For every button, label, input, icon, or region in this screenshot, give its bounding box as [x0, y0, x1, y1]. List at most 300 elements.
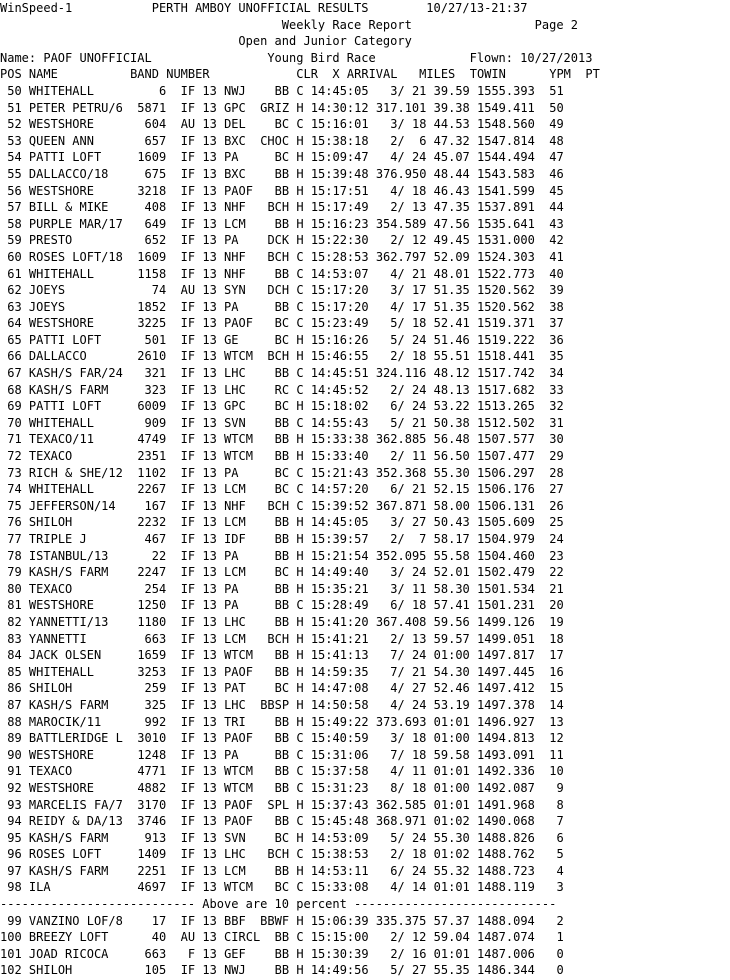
cell-club: LCM	[224, 863, 246, 878]
cell-y1: IF	[180, 648, 196, 663]
cell-arr: 14:53:09	[310, 830, 369, 845]
cell-pt: 22	[549, 565, 564, 580]
cell-x: H	[296, 432, 304, 447]
cell-band: 167	[144, 498, 167, 513]
cell-x: H	[296, 681, 304, 696]
cell-clr: SPL	[267, 797, 290, 812]
cell-towin: 58.30	[433, 581, 470, 596]
cell-pos: 91	[7, 764, 22, 779]
cell-pos: 87	[7, 697, 22, 712]
cell-band: 467	[144, 532, 167, 546]
cell-pt: 26	[549, 498, 564, 513]
cell-pos: 66	[7, 349, 22, 364]
cell-name: WHITEHALL	[28, 664, 94, 679]
cell-arr: 15:22:30	[310, 233, 369, 248]
cell-band: 604	[144, 117, 167, 132]
cell-pos: 98	[7, 880, 22, 895]
cell-band: 2251	[137, 863, 167, 878]
cell-arr: 14:55:43	[310, 415, 369, 430]
cell-pos: 96	[7, 847, 22, 862]
cell-pos: 97	[7, 863, 22, 878]
table-row	[0, 879, 730, 896]
cell-arr: 15:31:06	[310, 747, 369, 762]
cell-arr: 15:31:23	[310, 780, 369, 795]
cell-club: SVN	[224, 415, 246, 430]
cell-arr: 15:21:43	[310, 465, 369, 480]
cell-y1: IF	[180, 332, 196, 347]
cell-miles: 2/ 11	[390, 449, 427, 464]
cell-y2: 13	[202, 498, 217, 513]
cell-club: PA	[224, 548, 239, 563]
cell-pt: 51	[549, 83, 564, 98]
cell-name: ISTANBUL/13	[28, 548, 109, 563]
cell-x: C	[296, 747, 304, 762]
cell-x: H	[296, 631, 304, 646]
cell-pt: 3	[556, 880, 564, 895]
cell-pos: 68	[7, 382, 22, 397]
cell-club: NHF	[224, 200, 246, 215]
cell-clr: BB	[274, 614, 290, 629]
cell-towin: 49.45	[433, 233, 470, 248]
cell-club: PA	[224, 150, 239, 165]
cell-band: 325	[144, 697, 167, 712]
cell-x: C	[296, 283, 304, 298]
cell-miles: 3/ 27	[390, 515, 427, 530]
cell-miles: 6/ 18	[390, 598, 427, 613]
cell-pos: 86	[7, 681, 22, 696]
table-row	[0, 531, 730, 548]
cell-ypm: 1549.411	[476, 100, 535, 115]
cell-ypm: 1512.502	[477, 415, 535, 430]
cell-clr: BC	[274, 482, 290, 497]
cell-name: WHITEHALL	[28, 482, 94, 497]
cell-pt: 42	[549, 233, 564, 248]
cell-band: 321	[144, 366, 167, 381]
column-headers	[0, 66, 730, 83]
cell-band: 1409	[137, 847, 167, 862]
header-line-2	[0, 17, 730, 34]
cell-y2: 13	[202, 133, 217, 148]
cell-arr: 14:50:58	[310, 697, 369, 712]
cell-clr: DCH	[267, 283, 290, 298]
table-row	[0, 348, 730, 365]
cell-towin: 55.30	[433, 465, 470, 480]
cell-miles: 317.101	[375, 100, 427, 115]
cell-towin: 59.56	[433, 614, 470, 629]
cell-club: PAOF	[224, 316, 253, 331]
cell-clr: BB	[274, 664, 290, 679]
cell-club: LHC	[224, 614, 246, 629]
cell-towin: 46.43	[433, 183, 470, 198]
cell-name: ROSES LOFT/18	[28, 249, 123, 264]
cell-name: SHILOH	[28, 515, 73, 530]
cell-pt: 34	[549, 366, 564, 381]
cell-club: CIRCL	[224, 930, 261, 945]
cell-pt: 1	[556, 930, 564, 945]
cell-band: 501	[144, 332, 167, 347]
cell-ypm: 1547.814	[477, 133, 535, 148]
cell-arr: 15:16:23	[310, 216, 369, 231]
cell-towin: 51.35	[433, 283, 470, 298]
cell-x: C	[296, 780, 304, 795]
cell-clr: BB	[274, 83, 290, 98]
cell-miles: 352.368	[375, 465, 427, 480]
cell-towin: 01:01	[433, 797, 470, 812]
cell-x: H	[296, 133, 304, 148]
cell-y1: IF	[180, 233, 196, 248]
cell-towin: 39.38	[433, 100, 470, 115]
cell-clr: BB	[274, 548, 290, 563]
cell-clr: BB	[274, 780, 290, 795]
table-row	[0, 913, 730, 930]
cell-towin: 50.43	[433, 515, 470, 530]
cell-name: JOEYS	[28, 299, 66, 314]
cell-name: PATTI LOFT	[28, 332, 102, 347]
cell-y2: 13	[202, 714, 217, 729]
table-row	[0, 846, 730, 863]
cell-arr: 15:17:49	[310, 200, 369, 215]
cell-x: H	[296, 183, 304, 198]
cell-x: H	[296, 233, 304, 248]
table-row	[0, 581, 730, 598]
cell-arr: 15:41:13	[310, 648, 369, 663]
cell-pt: 50	[549, 100, 564, 115]
cell-pos: 83	[7, 631, 22, 646]
cell-club: LCM	[224, 565, 246, 580]
cell-pos: 94	[7, 814, 22, 829]
cell-y2: 13	[202, 747, 217, 762]
report-subtitle: Weekly Race Report	[281, 17, 412, 32]
cell-clr: BBSP	[260, 697, 290, 712]
cell-club: PAOF	[224, 814, 253, 829]
cell-name: TEXACO	[28, 764, 73, 779]
table-row	[0, 597, 730, 614]
table-row	[0, 448, 730, 465]
cell-band: 1102	[137, 465, 167, 480]
col-pos: POS	[0, 67, 22, 82]
cell-clr: CHOC	[260, 133, 290, 148]
table-row	[0, 863, 730, 880]
cell-pt: 19	[549, 614, 564, 629]
cell-y1: IF	[180, 100, 196, 115]
page-number: Page 2	[534, 17, 578, 32]
cell-y2: 13	[202, 382, 217, 397]
table-row	[0, 730, 730, 747]
table-row	[0, 697, 730, 714]
cell-pos: 93	[7, 797, 22, 812]
cell-ypm: 1488.762	[477, 847, 535, 862]
cell-pos: 57	[7, 200, 22, 215]
cell-y2: 13	[202, 863, 217, 878]
cell-miles: 5/ 27	[390, 963, 427, 978]
cell-ypm: 1504.979	[477, 532, 535, 546]
cell-clr: BCH	[267, 349, 290, 364]
cell-y2: 13	[202, 648, 217, 663]
cell-y1: IF	[180, 880, 196, 895]
table-row	[0, 299, 730, 316]
divider-text: Above are 10 percent	[202, 897, 347, 912]
cell-miles: 5/ 24	[390, 830, 427, 845]
cell-band: 4882	[137, 780, 167, 795]
cell-club: SVN	[224, 830, 246, 845]
cell-y2: 13	[202, 316, 217, 331]
cell-arr: 15:45:48	[310, 814, 369, 829]
report-title: PERTH AMBOY UNOFFICIAL RESULTS	[151, 1, 369, 15]
cell-club: NHF	[224, 498, 246, 513]
cell-x: C	[296, 415, 304, 430]
cell-towin: 55.32	[433, 863, 470, 878]
table-row	[0, 266, 730, 283]
cell-y2: 13	[202, 764, 217, 779]
cell-y1: AU	[180, 930, 196, 945]
cell-clr: BC	[274, 117, 290, 132]
cell-towin: 54.30	[433, 664, 470, 679]
cell-y2: 13	[202, 299, 217, 314]
cell-y1: IF	[180, 714, 196, 729]
cell-towin: 53.19	[433, 697, 470, 712]
cell-name: WESTSHORE	[28, 316, 94, 331]
cell-arr: 14:49:40	[310, 565, 369, 580]
cell-pt: 40	[549, 266, 564, 281]
table-row	[0, 83, 730, 100]
cell-x: H	[296, 797, 304, 812]
cell-arr: 14:49:56	[310, 963, 369, 978]
cell-miles: 4/ 21	[390, 266, 427, 281]
cell-y2: 13	[202, 266, 217, 281]
cell-y1: IF	[180, 299, 196, 314]
cell-miles: 376.950	[375, 166, 427, 181]
cell-ypm: 1490.068	[476, 814, 535, 829]
cell-arr: 15:38:53	[310, 847, 369, 862]
cell-y1: IF	[180, 200, 196, 215]
cell-clr: BB	[274, 166, 290, 181]
cell-club: LHC	[224, 697, 246, 712]
cell-y1: IF	[180, 532, 196, 546]
cell-x: H	[296, 515, 304, 530]
table-row	[0, 946, 730, 963]
cell-clr: BB	[274, 946, 290, 961]
cell-band: 3170	[137, 797, 167, 812]
cell-band: 6009	[137, 399, 167, 414]
cell-miles: 367.408	[375, 614, 427, 629]
cell-name: DALLACCO/18	[28, 166, 109, 181]
cell-arr: 15:39:52	[310, 498, 369, 513]
cell-x: C	[296, 316, 304, 331]
cell-ypm: 1499.126	[477, 614, 535, 629]
cell-clr: BB	[274, 963, 290, 978]
cell-towin: 58.17	[433, 532, 470, 546]
cell-clr: BB	[274, 747, 290, 762]
cell-name: KASH/S FARM	[28, 830, 109, 845]
cell-y1: IF	[180, 266, 196, 281]
cell-arr: 15:17:20	[310, 299, 369, 314]
cell-name: WHITEHALL	[28, 83, 94, 98]
cell-ypm: 1497.412	[477, 681, 535, 696]
cell-club: LHC	[224, 847, 246, 862]
cell-x: C	[296, 498, 304, 513]
cell-pos: 71	[7, 432, 22, 447]
cell-x: C	[296, 299, 304, 314]
cell-miles: 2/ 13	[390, 200, 427, 215]
cell-ypm: 1548.560	[477, 117, 535, 132]
cell-pt: 21	[549, 581, 564, 596]
table-row	[0, 647, 730, 664]
table-row	[0, 431, 730, 448]
cell-arr: 14:30:12	[310, 100, 369, 115]
cell-miles: 352.095	[375, 548, 427, 563]
cell-ypm: 1535.641	[477, 216, 535, 231]
cell-miles: 4/ 18	[390, 183, 427, 198]
cell-ypm: 1507.577	[477, 432, 535, 447]
cell-pt: 4	[556, 863, 564, 878]
cell-name: RICH & SHE/12	[28, 465, 123, 480]
cell-pt: 41	[549, 249, 564, 264]
cell-towin: 01:02	[433, 814, 470, 829]
cell-miles: 7/ 24	[390, 648, 427, 663]
cell-y2: 13	[202, 150, 217, 165]
cell-clr: BCH	[267, 847, 290, 862]
cell-name: KASH/S FAR/24	[28, 366, 123, 381]
col-arrival: ARRIVAL	[346, 67, 398, 82]
cell-band: 3218	[137, 183, 167, 198]
cell-club: WTCM	[224, 764, 253, 779]
table-row	[0, 249, 730, 266]
cell-ypm: 1497.817	[477, 648, 535, 663]
cell-y2: 13	[202, 216, 217, 231]
cell-pos: 52	[7, 117, 22, 132]
cell-name: PATTI LOFT	[28, 399, 102, 414]
cell-band: 1609	[137, 150, 167, 165]
cell-x: C	[296, 814, 304, 829]
cell-x: C	[296, 764, 304, 779]
cell-pos: 59	[7, 233, 22, 248]
cell-ypm: 1501.231	[477, 598, 535, 613]
cell-ypm: 1488.094	[476, 913, 535, 928]
cell-name: WESTSHORE	[28, 183, 94, 198]
cell-x: C	[296, 847, 304, 862]
cell-y1: IF	[180, 482, 196, 497]
cell-name: TEXACO	[28, 449, 73, 464]
cell-y1: IF	[180, 764, 196, 779]
table-row	[0, 929, 730, 946]
cell-ypm: 1486.344	[477, 963, 535, 978]
cell-pos: 69	[7, 399, 22, 414]
cell-y2: 13	[202, 117, 217, 132]
cell-arr: 15:23:49	[310, 316, 369, 331]
cell-y1: IF	[180, 399, 196, 414]
cell-miles: 6/ 21	[390, 482, 427, 497]
table-row	[0, 216, 730, 233]
cell-arr: 15:16:01	[310, 117, 369, 132]
cell-pt: 16	[549, 664, 564, 679]
cell-pt: 20	[549, 598, 564, 613]
col-towin: TOWIN	[469, 67, 506, 82]
cell-arr: 15:09:47	[310, 150, 369, 165]
cell-y1: AU	[180, 117, 196, 132]
col-miles: MILES	[419, 67, 456, 82]
cell-clr: BB	[274, 366, 290, 381]
cell-pos: 78	[7, 548, 22, 563]
cell-club: PA	[224, 233, 239, 248]
cell-miles: 362.885	[375, 432, 427, 447]
cell-arr: 15:41:20	[310, 614, 369, 629]
cell-arr: 15:49:22	[310, 714, 369, 729]
cell-pt: 6	[556, 830, 564, 845]
cell-clr: BB	[274, 449, 290, 464]
cell-towin: 01:01	[433, 946, 470, 961]
cell-band: 5871	[137, 100, 167, 115]
cell-y2: 13	[202, 233, 217, 248]
cell-y1: IF	[180, 664, 196, 679]
table-row	[0, 183, 730, 200]
cell-x: H	[296, 648, 304, 663]
cell-band: 992	[144, 714, 167, 729]
cell-pt: 28	[549, 465, 564, 480]
cell-y1: IF	[180, 183, 196, 198]
cell-towin: 44.53	[433, 117, 470, 132]
cell-band: 22	[151, 548, 167, 563]
table-row	[0, 465, 730, 482]
cell-ypm: 1524.303	[477, 249, 535, 264]
cell-ypm: 1506.297	[476, 465, 535, 480]
table-row	[0, 514, 730, 531]
cell-band: 4771	[137, 764, 167, 779]
table-row	[0, 830, 730, 847]
cell-x: C	[296, 266, 304, 281]
cell-towin: 48.13	[433, 382, 470, 397]
flown-date: Flown: 10/27/2013	[469, 50, 593, 65]
cell-band: 663	[144, 631, 167, 646]
cell-miles: 6/ 24	[390, 863, 427, 878]
cell-pos: 102	[0, 963, 22, 978]
cell-towin: 01:01	[433, 880, 470, 895]
header-line-1	[0, 0, 730, 17]
cell-band: 2232	[137, 515, 167, 530]
cell-x: H	[296, 913, 304, 928]
cell-towin: 48.12	[433, 366, 470, 381]
cell-pt: 36	[549, 332, 564, 347]
cell-y1: IF	[180, 150, 196, 165]
cell-towin: 52.09	[433, 249, 470, 264]
cell-miles: 3/ 18	[390, 731, 427, 746]
cell-x: H	[296, 349, 304, 364]
cell-club: LHC	[224, 382, 246, 397]
cell-pos: 90	[7, 747, 22, 762]
cell-y2: 13	[202, 963, 217, 978]
cell-pos: 65	[7, 332, 22, 347]
cell-name: KASH/S FARM	[28, 697, 109, 712]
cell-miles: 367.871	[375, 498, 427, 513]
cell-name: PRESTO	[28, 233, 73, 248]
cell-y2: 13	[202, 681, 217, 696]
table-row	[0, 149, 730, 166]
cell-arr: 15:39:57	[310, 532, 369, 546]
cell-club: PAOF	[224, 664, 253, 679]
cell-pt: 12	[549, 731, 564, 746]
cell-club: GE	[224, 332, 239, 347]
table-row	[0, 415, 730, 432]
cell-y2: 13	[202, 797, 217, 812]
cell-ypm: 1520.562	[476, 299, 535, 314]
cell-towin: 55.58	[433, 548, 470, 563]
cell-pos: 75	[7, 498, 22, 513]
cell-towin: 50.38	[433, 415, 470, 430]
cell-name: WHITEHALL	[28, 415, 94, 430]
cell-miles: 354.589	[375, 216, 427, 231]
cell-y2: 13	[202, 913, 217, 928]
cell-y1: IF	[180, 366, 196, 381]
cell-pt: 49	[549, 117, 564, 132]
